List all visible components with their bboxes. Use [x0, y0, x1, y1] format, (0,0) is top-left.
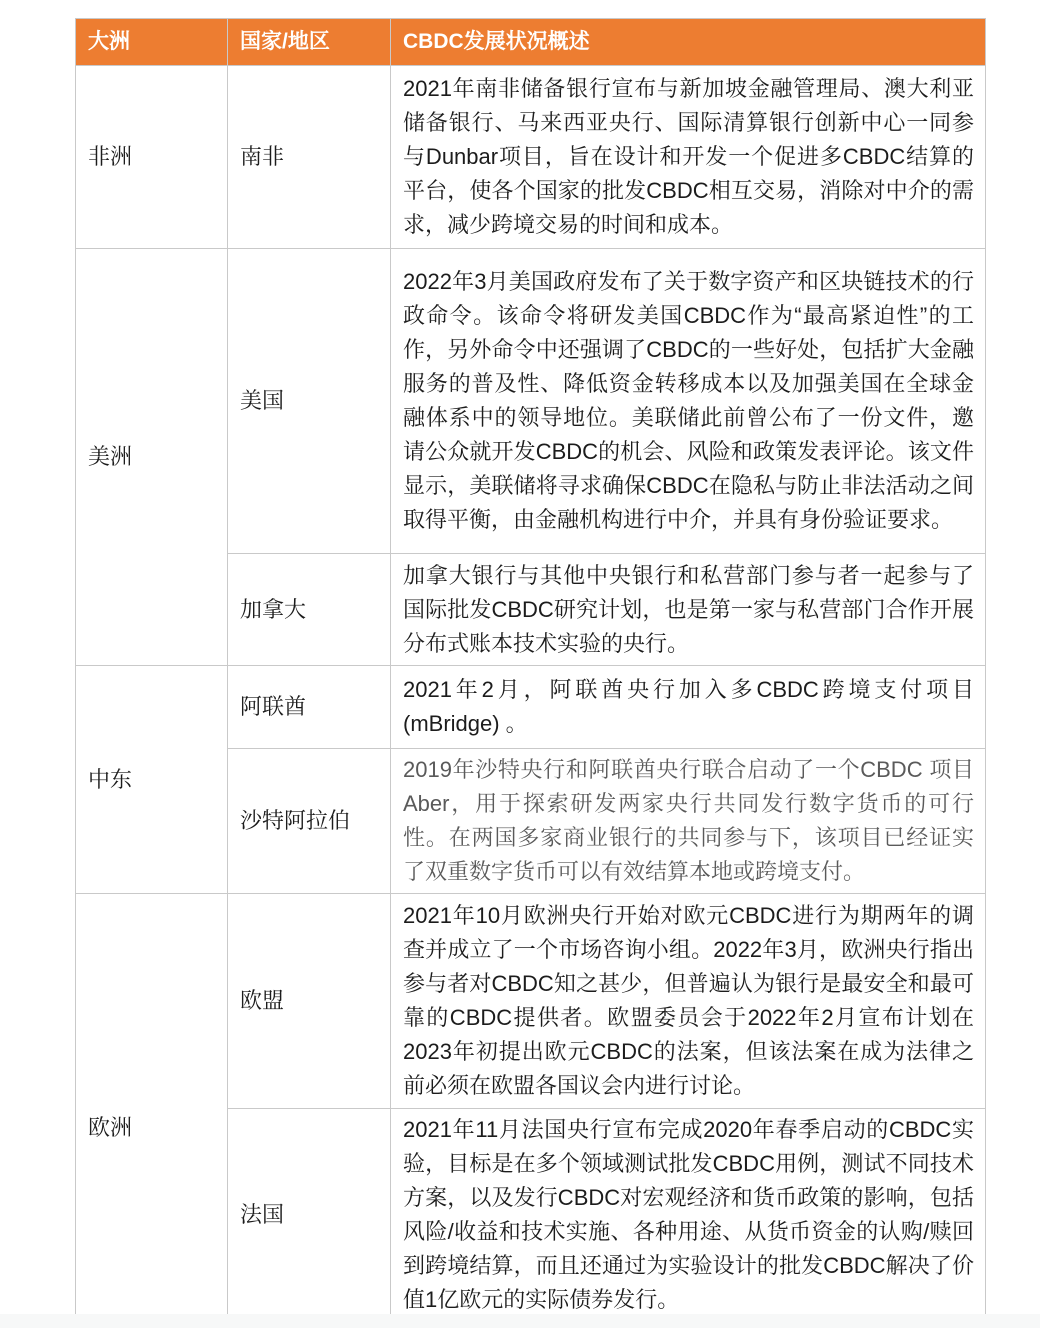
- country-cell-usa: 美国: [228, 249, 391, 554]
- column-header-continent: 大洲: [76, 19, 228, 66]
- table-row: [76, 249, 986, 554]
- column-header-summary: CBDC发展状况概述: [391, 19, 986, 66]
- summary-cell-france: 2021年11月法国央行宣布完成2020年春季启动的CBDC实验，目标是在多个领域测试批发CBDC用例，测试不同技术方案，以及发行CBDC对宏观经济和货币政策的影响，包括风险/收益和技术实施、各种用途、从货币资金的认购/赎回到跨境结算，而且还通过为实验设计的批发CBDC解决了价值1亿欧元的实际债券发行。: [391, 1109, 986, 1315]
- table-row: [76, 66, 986, 249]
- table-row: [76, 894, 986, 1109]
- country-cell-uae: 阿联酋: [228, 666, 391, 749]
- continent-cell-middle-east: 中东: [76, 666, 228, 894]
- summary-cell-saudi-arabia: 2019年沙特央行和阿联酋央行联合启动了一个CBDC 项目Aber，用于探索研发两家央行共同发行数字货币的可行性。在两国多家商业银行的共同参与下，该项目已经证实了双重数字货币可以有效结算本地或跨境支付。: [391, 749, 986, 894]
- cbdc-table: [75, 18, 986, 1314]
- page-bottom-strip: [0, 1314, 1040, 1328]
- summary-cell-usa: 2022年3月美国政府发布了关于数字资产和区块链技术的行政命令。该命令将研发美国CBDC作为“最高紧迫性”的工作，另外命令中还强调了CBDC的一些好处，包括扩大金融服务的普及性、降低资金转移成本以及加强美国在全球金融体系中的领导地位。美联储此前曾公布了一份文件，邀请公众就开发CBDC的机会、风险和政策发表评论。该文件显示，美联储将寻求确保CBDC在隐私与防止非法活动之间取得平衡，由金融机构进行中介，并具有身份验证要求。: [391, 249, 986, 554]
- cbdc-table-container: [75, 18, 986, 1314]
- continent-cell-americas: 美洲: [76, 249, 228, 666]
- continent-cell-europe: 欧洲: [76, 894, 228, 1315]
- country-cell-south-africa: 南非: [228, 66, 391, 249]
- country-cell-canada: 加拿大: [228, 554, 391, 666]
- summary-cell-eu: 2021年10月欧洲央行开始对欧元CBDC进行为期两年的调查并成立了一个市场咨询小组。2022年3月，欧洲央行指出参与者对CBDC知之甚少，但普遍认为银行是最安全和最可靠的CBDC提供者。欧盟委员会于2022年2月宣布计划在2023年初提出欧元CBDC的法案，但该法案在成为法律之前必须在欧盟各国议会内进行讨论。: [391, 894, 986, 1109]
- summary-cell-uae: 2021年2月，阿联酋央行加入多CBDC跨境支付项目(mBridge) 。: [391, 666, 986, 749]
- summary-cell-canada: 加拿大银行与其他中央银行和私营部门参与者一起参与了国际批发CBDC研究计划，也是第一家与私营部门合作开展分布式账本技术实验的央行。: [391, 554, 986, 666]
- continent-cell-africa: 非洲: [76, 66, 228, 249]
- summary-cell-south-africa: 2021年南非储备银行宣布与新加坡金融管理局、澳大利亚储备银行、马来西亚央行、国际清算银行创新中心一同参与Dunbar项目，旨在设计和开发一个促进多CBDC结算的平台，使各个国家的批发CBDC相互交易，消除对中介的需求，减少跨境交易的时间和成本。: [391, 66, 986, 249]
- country-cell-saudi-arabia: 沙特阿拉伯: [228, 749, 391, 894]
- country-cell-france: 法国: [228, 1109, 391, 1315]
- table-row: [76, 666, 986, 749]
- country-cell-eu: 欧盟: [228, 894, 391, 1109]
- header-row: [76, 19, 986, 66]
- column-header-country: 国家/地区: [228, 19, 391, 66]
